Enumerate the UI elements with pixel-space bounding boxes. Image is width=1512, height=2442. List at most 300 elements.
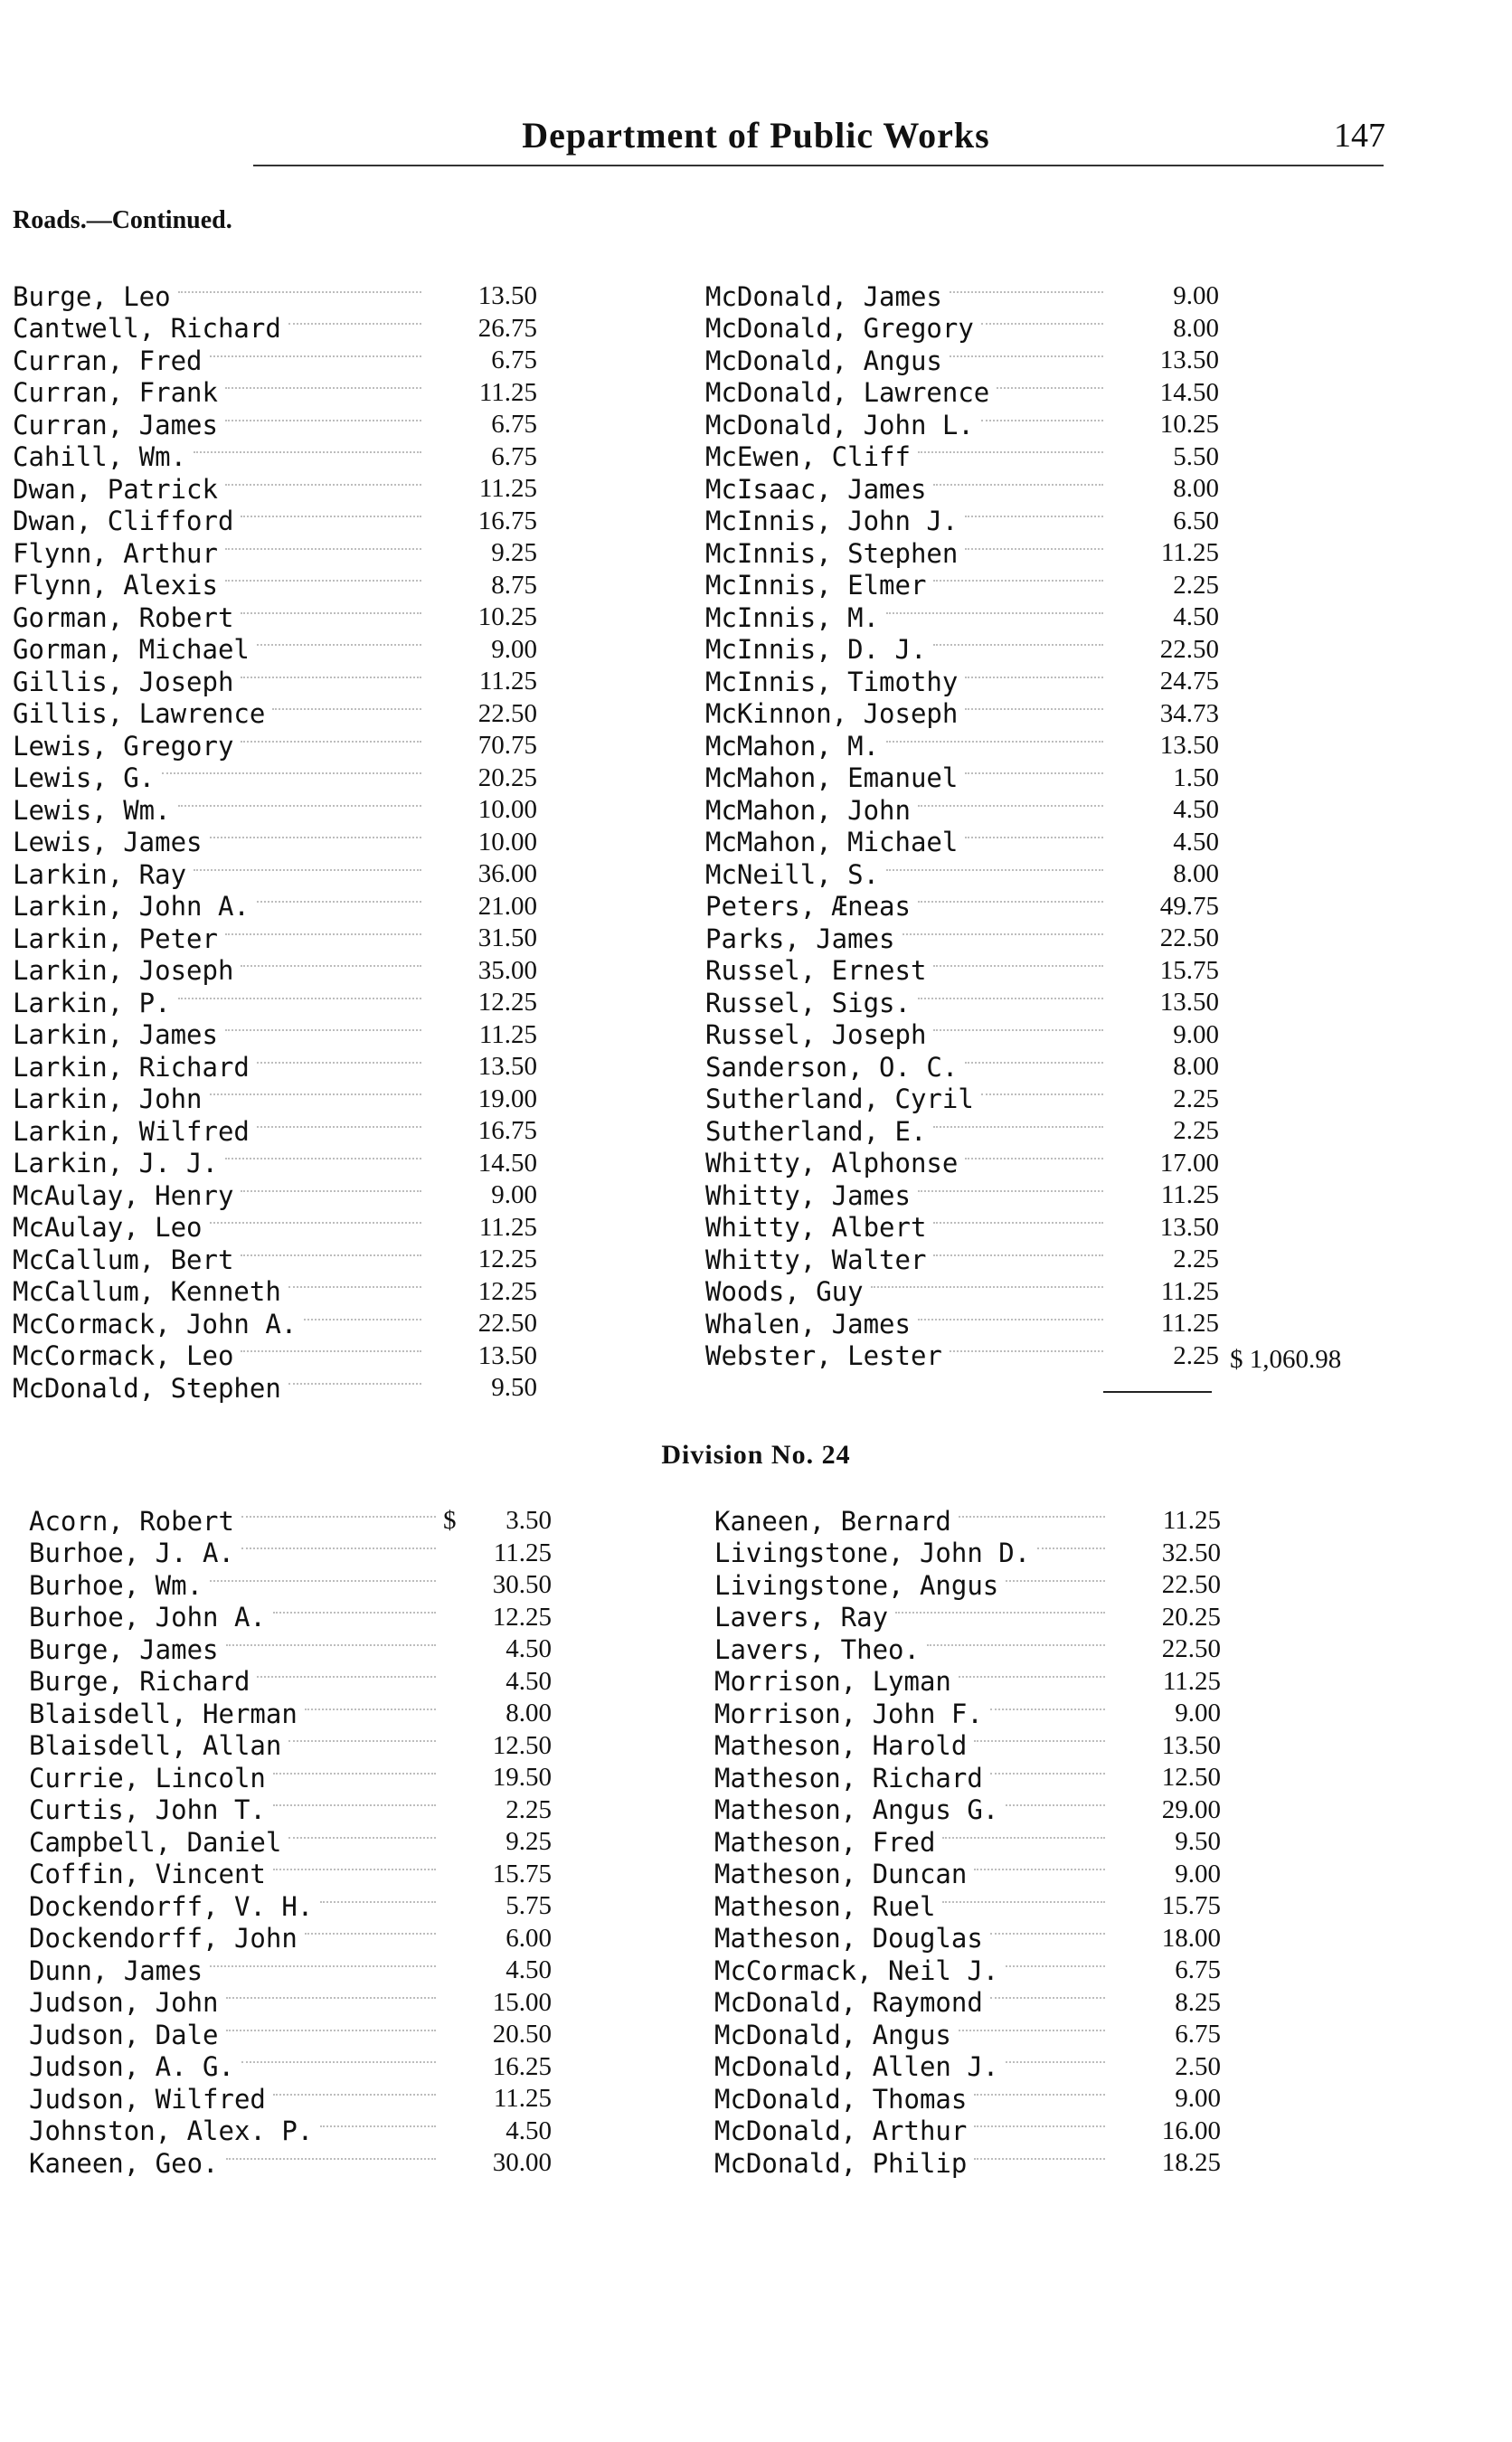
dot-leader [933, 484, 1103, 486]
table-row [13, 923, 537, 955]
table-row [29, 2147, 552, 2180]
dot-leader [990, 1933, 1105, 1935]
dot-leader [1006, 2061, 1105, 2063]
table-row [13, 473, 537, 506]
dot-leader [241, 2061, 436, 2063]
table-row [13, 1372, 537, 1405]
dot-leader [225, 420, 421, 421]
dot-leader [974, 2094, 1105, 2096]
payment-amount: 2.25 [506, 1794, 552, 1824]
table-row [13, 1148, 537, 1180]
dot-leader [990, 1708, 1105, 1710]
table-row [13, 1244, 537, 1276]
dot-leader [965, 1062, 1103, 1064]
payment-amount: 22.50 [1161, 1634, 1221, 1664]
payment-amount: 20.25 [1161, 1602, 1221, 1632]
table-row [13, 1340, 537, 1373]
dot-leader [241, 1516, 436, 1518]
payment-amount: 9.00 [1175, 2084, 1221, 2114]
payment-amount: 8.00 [1173, 859, 1219, 889]
dot-leader [933, 644, 1103, 646]
page-header [0, 107, 1512, 170]
table-row [13, 891, 537, 923]
payment-amount: 35.00 [477, 955, 537, 985]
table-row [13, 570, 537, 602]
payee-name: McCallum, Bert [13, 1244, 234, 1275]
payee-name: Johnston, Alex. P. [29, 2115, 314, 2147]
payment-amount: 34.73 [1159, 698, 1219, 728]
dot-leader [273, 1612, 436, 1614]
table-row [29, 1602, 552, 1634]
payment-amount: 16.25 [492, 2051, 552, 2081]
table-row [714, 1923, 1221, 1955]
table-row [705, 730, 1219, 762]
table-row [13, 1179, 537, 1212]
table-row [29, 2051, 552, 2084]
payee-name: Whitty, Alphonse [705, 1148, 959, 1179]
payee-name: Whitty, Walter [705, 1244, 927, 1275]
payment-amount: 2.50 [1175, 2051, 1221, 2081]
dot-leader [959, 2030, 1105, 2031]
dot-leader [950, 1350, 1103, 1352]
payment-amount: 8.00 [1173, 1052, 1219, 1082]
payment-amount: 13.50 [1159, 988, 1219, 1018]
payment-amount: 30.00 [492, 2148, 552, 2178]
payment-amount: 4.50 [1173, 602, 1219, 632]
table-row [13, 345, 537, 377]
payment-amount: 21.00 [477, 891, 537, 921]
table-row [705, 1148, 1219, 1180]
payment-amount: 9.00 [1175, 1859, 1221, 1888]
payment-amount: 9.00 [1173, 1019, 1219, 1049]
payment-amount: 11.25 [1160, 1276, 1219, 1306]
payee-name: Curtis, John T. [29, 1794, 266, 1826]
table-row [13, 1019, 537, 1052]
payment-amount: 6.50 [1173, 506, 1219, 535]
payment-amount: 22.50 [1161, 1570, 1221, 1600]
dot-leader [305, 1933, 436, 1935]
table-row [29, 1987, 552, 2020]
payment-amount: 19.00 [477, 1084, 537, 1113]
dot-leader [241, 612, 421, 614]
payee-name: Livingstone, John D. [714, 1538, 1031, 1569]
payee-name: Lewis, James [13, 827, 203, 858]
payee-name: Flynn, Arthur [13, 537, 218, 569]
table-row [705, 409, 1219, 441]
currency-symbol: $ [443, 1506, 457, 1536]
dot-leader [241, 1190, 421, 1192]
dot-leader [210, 1222, 421, 1224]
payee-name: Curran, James [13, 409, 218, 440]
dot-leader [194, 451, 421, 453]
table-row [705, 1084, 1219, 1116]
dot-leader [178, 998, 421, 999]
dot-leader [273, 2094, 436, 2096]
payee-name: Whalen, James [705, 1308, 911, 1339]
table-row [29, 1762, 552, 1794]
payee-name: Coffin, Vincent [29, 1859, 266, 1890]
payment-amount: 20.25 [477, 762, 537, 792]
payee-name: McDonald, Philip [714, 2147, 968, 2179]
dot-leader [241, 677, 421, 678]
table-row [705, 923, 1219, 955]
payee-name: Whitty, James [705, 1179, 911, 1211]
dot-leader [918, 451, 1103, 453]
dot-leader [1006, 1804, 1105, 1806]
payee-name: Larkin, Joseph [13, 955, 234, 987]
section-heading: Roads.—Continued. [13, 206, 232, 234]
table-row [705, 377, 1219, 410]
dot-leader [933, 1029, 1103, 1031]
payee-name: Gillis, Lawrence [13, 698, 266, 730]
table-row [714, 2147, 1221, 2180]
payee-name: McDonald, Stephen [13, 1372, 281, 1404]
dot-leader [933, 580, 1103, 582]
table-row [13, 1308, 537, 1340]
table-row [13, 698, 537, 731]
payment-amount: 12.25 [477, 988, 537, 1018]
payee-name: Judson, Dale [29, 2019, 219, 2050]
payee-name: Campbell, Daniel [29, 1826, 282, 1858]
payment-amount: 17.00 [1159, 1148, 1219, 1178]
table-row [29, 1890, 552, 1923]
payment-amount: 12.25 [477, 1245, 537, 1274]
dot-leader [965, 1158, 1103, 1159]
table-row [29, 1826, 552, 1859]
payee-name: Acorn, Robert [29, 1505, 234, 1537]
payee-name: McDonald, James [705, 280, 942, 312]
payee-name: Blaisdell, Allan [29, 1730, 282, 1762]
table-row [13, 313, 537, 345]
table-row [714, 1633, 1221, 1666]
table-row [714, 1698, 1221, 1730]
table-row [29, 1730, 552, 1763]
payee-name: Burge, Richard [29, 1666, 250, 1698]
dot-leader [226, 2158, 436, 2160]
dot-leader [288, 1286, 421, 1288]
payee-name: McMahon, Emanuel [705, 762, 959, 794]
header-rule [253, 165, 1384, 166]
table-row [13, 601, 537, 634]
table-row [705, 441, 1219, 474]
dot-leader [320, 1901, 436, 1903]
table-row [13, 280, 537, 313]
payee-name: Dockendorff, V. H. [29, 1890, 314, 1922]
table-row [705, 1340, 1219, 1373]
payment-amount: 18.00 [1161, 1923, 1221, 1953]
table-row [29, 1698, 552, 1730]
payee-name: Russel, Ernest [705, 955, 927, 987]
dot-leader [965, 516, 1103, 517]
dot-leader [194, 869, 421, 871]
payment-amount: 16.75 [477, 1116, 537, 1146]
dot-leader [225, 1158, 421, 1159]
payee-name: McDonald, Angus [705, 345, 942, 376]
payee-name: McDonald, Raymond [714, 1987, 983, 2019]
dot-leader [974, 1740, 1105, 1742]
table-row [705, 1276, 1219, 1309]
table-row [714, 1762, 1221, 1794]
dot-leader [918, 901, 1103, 903]
payee-name: Dockendorff, John [29, 1923, 298, 1955]
payee-name: Dwan, Clifford [13, 506, 234, 537]
payee-name: Gorman, Robert [13, 601, 234, 633]
payee-name: McKinnon, Joseph [705, 698, 959, 730]
roads-right-column [705, 280, 1219, 1372]
table-row [714, 1730, 1221, 1763]
payment-amount: 8.00 [1173, 313, 1219, 343]
dot-leader [225, 933, 421, 935]
payee-name: McDonald, John L. [705, 409, 974, 440]
dot-leader [918, 805, 1103, 807]
table-row [705, 858, 1219, 891]
payment-amount: 11.25 [478, 474, 537, 504]
payment-amount: 19.50 [492, 1763, 552, 1793]
payment-amount: 4.50 [506, 2115, 552, 2145]
payee-name: Larkin, John [13, 1084, 203, 1115]
payee-name: McCormack, Leo [13, 1340, 234, 1372]
payment-amount: 15.00 [492, 1987, 552, 2017]
dot-leader [305, 1708, 436, 1710]
payment-amount: 8.00 [1173, 474, 1219, 504]
payee-name: McMahon, Michael [705, 827, 959, 858]
dot-leader [886, 741, 1103, 743]
dot-leader [225, 548, 421, 550]
table-row [13, 1115, 537, 1148]
payment-amount: 8.25 [1175, 1987, 1221, 2017]
payment-amount: 36.00 [477, 859, 537, 889]
payment-amount: 13.50 [1159, 1212, 1219, 1242]
payment-amount: 6.00 [506, 1923, 552, 1953]
payee-name: Larkin, Wilfred [13, 1115, 250, 1147]
table-row [13, 1276, 537, 1309]
payee-name: McInnis, Timothy [705, 666, 959, 697]
payment-amount: 31.50 [477, 923, 537, 953]
payment-amount: 12.25 [477, 1276, 537, 1306]
payee-name: Whitty, Albert [705, 1212, 927, 1244]
payee-name: Blaisdell, Herman [29, 1698, 298, 1729]
payee-name: Larkin, Richard [13, 1051, 250, 1083]
table-row [29, 1505, 552, 1538]
table-row [714, 1859, 1221, 1891]
dot-leader [257, 1676, 436, 1678]
dot-leader [210, 837, 421, 838]
table-row [13, 634, 537, 667]
payee-name: Morrison, Lyman [714, 1666, 951, 1698]
payment-amount: 11.25 [1160, 538, 1219, 568]
payee-name: McDonald, Arthur [714, 2115, 968, 2147]
payee-name: Matheson, Harold [714, 1730, 968, 1762]
payment-amount: 6.75 [491, 410, 537, 440]
payment-amount: 6.75 [1175, 1955, 1221, 1985]
payee-name: McMahon, John [705, 794, 911, 826]
payment-amount: 13.50 [1159, 345, 1219, 375]
table-row [13, 730, 537, 762]
payment-amount: 8.00 [506, 1699, 552, 1728]
payment-amount: 22.50 [1159, 923, 1219, 953]
payment-amount: 11.25 [478, 1019, 537, 1049]
dot-leader [273, 1869, 436, 1870]
table-row [705, 506, 1219, 538]
table-row [29, 1794, 552, 1827]
dot-leader [942, 1901, 1105, 1903]
table-row [705, 1179, 1219, 1212]
payee-name: Kaneen, Geo. [29, 2147, 219, 2179]
dot-leader [965, 772, 1103, 774]
payee-name: McCallum, Kenneth [13, 1276, 281, 1308]
payment-amount: 2.25 [1173, 1084, 1219, 1113]
dot-leader [273, 1804, 436, 1806]
dot-leader [1006, 1965, 1105, 1967]
payment-amount: 9.00 [1175, 1699, 1221, 1728]
table-row [714, 1890, 1221, 1923]
payment-amount: 11.25 [493, 1538, 552, 1567]
payee-name: Parks, James [705, 923, 895, 954]
payee-name: McDonald, Thomas [714, 2083, 968, 2115]
dot-leader [950, 355, 1103, 357]
dot-leader [241, 516, 421, 517]
dot-leader [933, 1222, 1103, 1224]
payee-name: Russel, Sigs. [705, 987, 911, 1018]
dot-leader [918, 998, 1103, 999]
table-row [705, 762, 1219, 795]
table-row [13, 955, 537, 988]
payment-amount: 1.50 [1173, 762, 1219, 792]
payment-amount: 3.50 [506, 1506, 552, 1536]
dot-leader [257, 1062, 421, 1064]
payee-name: Matheson, Ruel [714, 1890, 936, 1922]
table-row [705, 634, 1219, 667]
table-row [705, 955, 1219, 988]
table-row [705, 827, 1219, 859]
dot-leader [225, 580, 421, 582]
table-row [714, 1955, 1221, 1987]
dot-leader [981, 1093, 1103, 1095]
dot-leader [241, 1350, 421, 1352]
table-row [29, 1569, 552, 1602]
payee-name: Burhoe, Wm. [29, 1569, 203, 1601]
payment-amount: 11.25 [1160, 1309, 1219, 1339]
table-row [714, 2083, 1221, 2115]
payee-name: Flynn, Alexis [13, 570, 218, 601]
payment-amount: 13.50 [477, 1340, 537, 1370]
roads-left-column [13, 280, 537, 1405]
payment-amount: 11.25 [478, 377, 537, 407]
table-row [705, 891, 1219, 923]
payee-name: McInnis, Elmer [705, 570, 927, 601]
payment-amount: 5.50 [1173, 441, 1219, 471]
payee-name: McInnis, Stephen [705, 537, 959, 569]
table-row [13, 794, 537, 827]
payment-amount: 4.50 [506, 1634, 552, 1664]
dot-leader [210, 1580, 436, 1582]
payment-amount: 2.25 [1173, 1340, 1219, 1370]
payment-amount: 10.00 [477, 827, 537, 857]
dot-leader [981, 323, 1103, 325]
table-row [714, 1666, 1221, 1699]
payee-name: Larkin, P. [13, 987, 171, 1018]
table-row [705, 280, 1219, 313]
dot-leader [950, 291, 1103, 293]
payee-name: Burge, Leo [13, 280, 171, 312]
table-row [705, 473, 1219, 506]
table-row [13, 441, 537, 474]
payment-amount: 2.25 [1173, 1245, 1219, 1274]
payment-amount: 13.50 [477, 1052, 537, 1082]
table-row [714, 2051, 1221, 2084]
table-row [705, 1019, 1219, 1052]
table-row [705, 987, 1219, 1019]
table-row [29, 2115, 552, 2148]
table-row [705, 601, 1219, 634]
table-row [705, 1115, 1219, 1148]
table-row [29, 1859, 552, 1891]
payment-amount: 9.00 [1173, 281, 1219, 311]
table-row [13, 762, 537, 795]
dot-leader [288, 1837, 436, 1839]
dot-leader [933, 1126, 1103, 1128]
payee-name: Cantwell, Richard [13, 313, 281, 345]
payee-name: Burhoe, J. A. [29, 1538, 234, 1569]
payment-amount: 9.00 [491, 1180, 537, 1210]
payee-name: Matheson, Fred [714, 1826, 936, 1858]
payee-name: McDonald, Lawrence [705, 377, 990, 409]
table-row [714, 1505, 1221, 1538]
payee-name: Gorman, Michael [13, 634, 250, 666]
payment-amount: 24.75 [1159, 667, 1219, 696]
payment-amount: 14.50 [477, 1148, 537, 1178]
dot-leader [918, 1319, 1103, 1320]
payee-name: Livingstone, Angus [714, 1569, 999, 1601]
dot-leader [225, 484, 421, 486]
payment-amount: 10.25 [477, 602, 537, 632]
payee-name: McDonald, Allen J. [714, 2051, 999, 2083]
dot-leader [965, 708, 1103, 710]
payment-amount: 10.25 [1159, 410, 1219, 440]
payment-amount: 11.25 [493, 2084, 552, 2114]
table-row [29, 2019, 552, 2051]
table-row [714, 1987, 1221, 2020]
dot-leader [226, 1997, 436, 1999]
payee-name: Larkin, Ray [13, 858, 187, 890]
payment-amount: 11.25 [1160, 1180, 1219, 1210]
payment-amount: 15.75 [1159, 955, 1219, 985]
dot-leader [902, 933, 1103, 935]
table-row [714, 1794, 1221, 1827]
payment-amount: 13.50 [1159, 731, 1219, 761]
payment-amount: 20.50 [492, 2020, 552, 2049]
payee-name: Judson, John [29, 1987, 219, 2019]
table-row [705, 698, 1219, 731]
payee-name: Larkin, James [13, 1019, 218, 1051]
payment-amount: 70.75 [477, 731, 537, 761]
dot-leader [210, 1965, 436, 1967]
dot-leader [241, 741, 421, 743]
payment-amount: 22.50 [1159, 634, 1219, 664]
dot-leader [288, 323, 421, 325]
dot-leader [210, 1093, 421, 1095]
table-row [705, 1308, 1219, 1340]
payee-name: Larkin, John A. [13, 891, 250, 923]
table-row [714, 1826, 1221, 1859]
table-row [705, 794, 1219, 827]
payee-name: McDonald, Gregory [705, 313, 974, 345]
payment-amount: 9.00 [491, 634, 537, 664]
payment-amount: 4.50 [1173, 827, 1219, 857]
table-row [714, 2019, 1221, 2051]
table-row [13, 666, 537, 698]
payee-name: McCormack, Neil J. [714, 1955, 999, 1986]
